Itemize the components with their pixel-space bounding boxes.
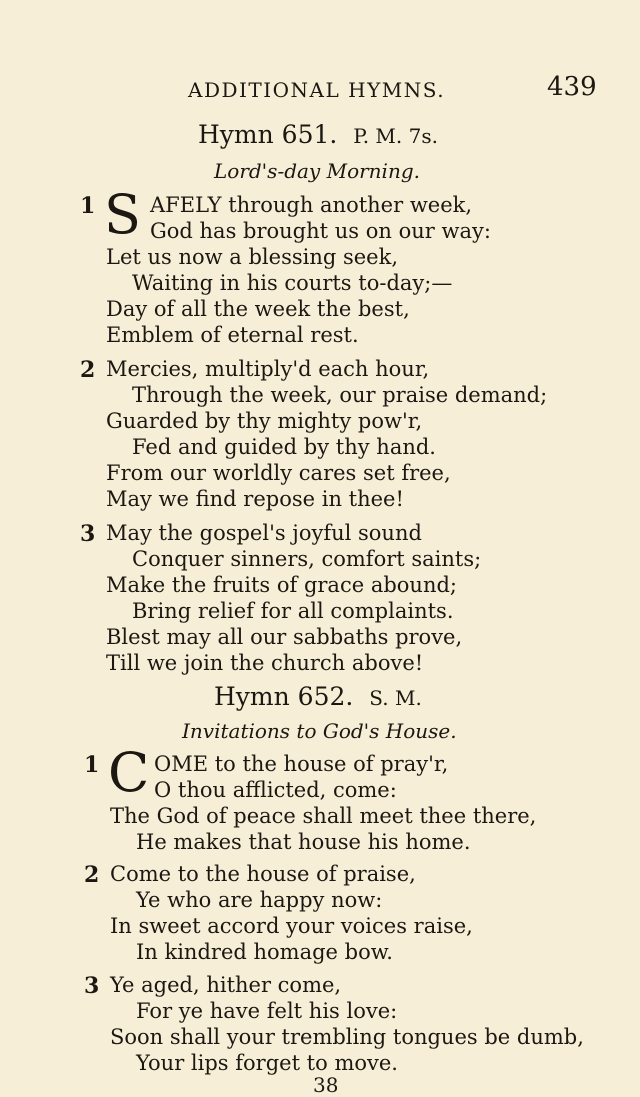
hymn-line: Come to the house of praise,: [110, 862, 416, 886]
hymn-line: God has brought us on our way:: [150, 219, 491, 243]
hymn-line: In sweet accord your voices raise,: [110, 914, 473, 938]
hymn-line: Soon shall your trembling tongues be dumb,: [110, 1025, 584, 1049]
hymn-line: Waiting in his courts to-day;—: [132, 271, 453, 295]
hymn-line: He makes that house his home.: [136, 830, 471, 854]
verse-number: 1: [84, 752, 100, 778]
verse-number: 2: [84, 862, 100, 888]
hymn-line: Make the fruits of grace abound;: [106, 573, 457, 597]
drop-cap: C: [108, 741, 150, 804]
hymn-heading: [198, 120, 438, 149]
hymn-line: For ye have felt his love:: [136, 999, 398, 1023]
hymn-line: May the gospel's joyful sound: [106, 521, 422, 545]
hymn-line: The God of peace shall meet thee there,: [110, 804, 537, 828]
hymn-line: Guarded by thy mighty pow'r,: [106, 409, 423, 433]
hymn-line: Till we join the church above!: [106, 651, 424, 675]
hymn-line: In kindred homage bow.: [136, 940, 393, 964]
verse-number: 1: [80, 193, 96, 219]
hymn-subtitle: Lord's-day Morning.: [214, 159, 420, 183]
hymn-line: Emblem of eternal rest.: [106, 323, 359, 347]
hymn-line: Through the week, our praise demand;: [132, 383, 548, 407]
hymn-line: From our worldly cares set free,: [106, 461, 451, 485]
hymn-line: Blest may all our sabbaths prove,: [106, 625, 463, 649]
hymn-line: Fed and guided by thy hand.: [132, 435, 436, 459]
hymn-line: Day of all the week the best,: [106, 297, 410, 321]
hymn-line: Bring relief for all complaints.: [132, 599, 454, 623]
hymn-meter: S. M.: [369, 686, 422, 710]
hymn-line: Conquer sinners, comfort saints;: [132, 547, 482, 571]
verse-number: 2: [80, 357, 96, 383]
hymn-line: AFELY through another week,: [150, 193, 473, 217]
hymn-subtitle: Invitations to God's House.: [182, 719, 457, 743]
hymn-line: Ye aged, hither come,: [110, 973, 342, 997]
verse-number: 3: [84, 973, 100, 999]
hymn-title: Hymn 652.: [214, 682, 354, 711]
hymn-title: Hymn 651.: [198, 120, 338, 149]
hymn-line: Let us now a blessing seek,: [106, 245, 399, 269]
signature-mark: 38: [313, 1073, 339, 1097]
hymn-heading: [214, 682, 422, 711]
verse-number: 3: [80, 521, 96, 547]
hymn-line: OME to the house of pray'r,: [154, 752, 449, 776]
hymn-line: Mercies, multiply'd each hour,: [106, 357, 430, 381]
page-number: 439: [547, 72, 597, 102]
drop-cap: S: [104, 183, 141, 246]
running-header: ADDITIONAL HYMNS.: [188, 78, 446, 102]
hymn-meter: P. M. 7s.: [353, 124, 438, 148]
hymn-line: Ye who are happy now:: [136, 888, 383, 912]
hymn-line: O thou afflicted, come:: [154, 778, 397, 802]
hymn-line: May we find repose in thee!: [106, 487, 404, 511]
hymn-line: Your lips forget to move.: [136, 1051, 398, 1075]
